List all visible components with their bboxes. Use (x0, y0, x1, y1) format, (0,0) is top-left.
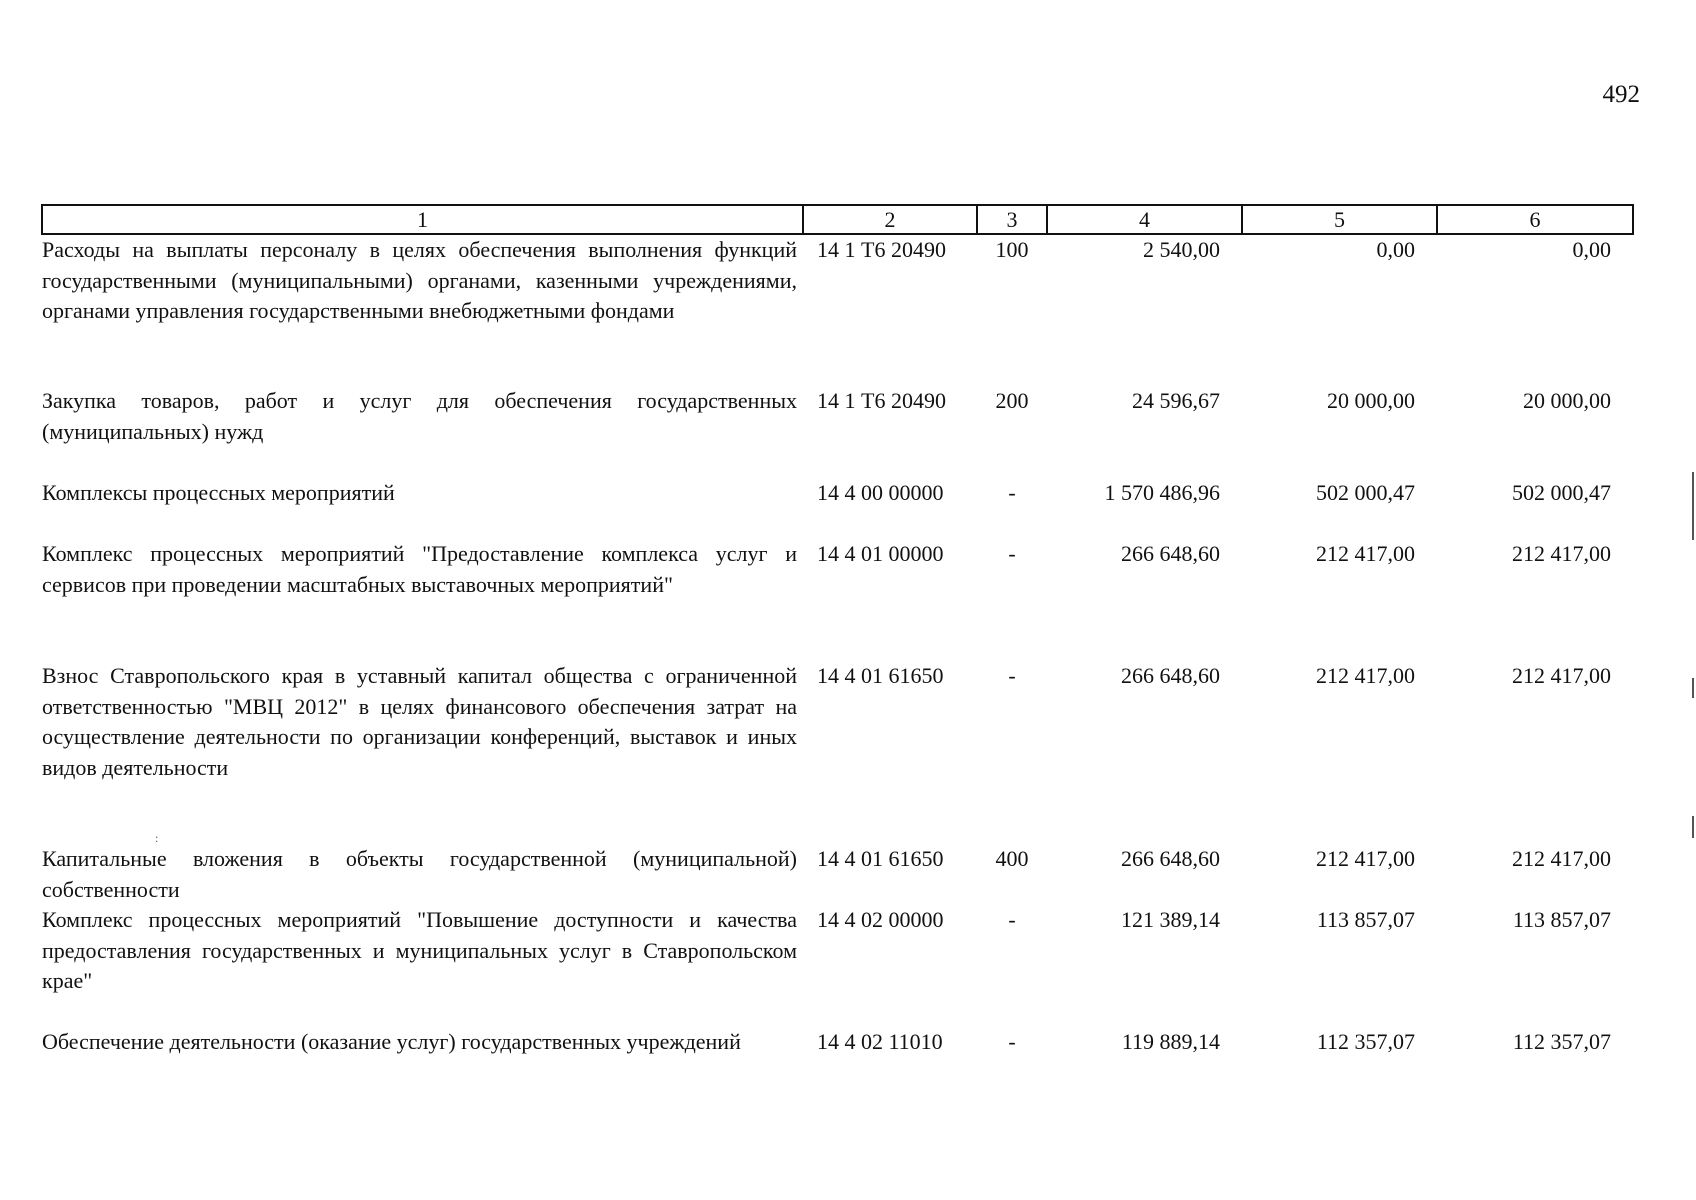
row-expense-type: - (1008, 663, 1016, 688)
scan-artifact (1692, 472, 1694, 540)
row-code: 14 1 Т6 20490 (817, 237, 946, 262)
column-header: 1 (42, 205, 803, 234)
row-value-6: 113 857,07 (1512, 907, 1611, 932)
row-expense-type: - (1008, 1029, 1016, 1054)
row-code: 14 4 00 00000 (817, 480, 944, 505)
row-value-4: 24 596,67 (1132, 388, 1220, 413)
row-expense-type: - (1008, 541, 1016, 566)
scan-artifact: : (155, 831, 159, 845)
table-row (42, 1027, 1633, 1088)
row-value-6: 112 357,07 (1512, 1029, 1611, 1054)
row-value-5: 0,00 (1376, 237, 1415, 262)
row-value-5: 212 417,00 (1316, 663, 1415, 688)
row-value-6: 212 417,00 (1512, 846, 1611, 871)
scan-artifact (1692, 816, 1694, 838)
column-header: 4 (1047, 205, 1242, 234)
row-name: Комплекс процессных мероприятий "Повышение доступности и качества предоставления государственных и муниципальных услуг в Ставропольском крае" (42, 907, 797, 993)
row-expense-type: 100 (995, 237, 1029, 262)
row-value-4: 1 570 486,96 (1104, 480, 1220, 505)
row-value-4: 266 648,60 (1121, 541, 1220, 566)
row-name: Закупка товаров, работ и услуг для обеспечения государственных (муниципальных) нужд (42, 388, 797, 444)
row-value-5: 20 000,00 (1327, 388, 1415, 413)
budget-table (41, 204, 1634, 1088)
column-header: 6 (1437, 205, 1633, 234)
row-value-4: 2 540,00 (1143, 237, 1220, 262)
row-expense-type: - (1008, 907, 1016, 932)
row-value-5: 212 417,00 (1316, 541, 1415, 566)
row-name: Расходы на выплаты персоналу в целях обеспечения выполнения функций государственными (муниципальными) органами, казенными учреждениями, органами управления государственными внебюджетными фондами (42, 237, 797, 323)
table-row (42, 844, 1633, 905)
row-value-4: 121 389,14 (1121, 907, 1220, 932)
table-row (42, 478, 1633, 539)
row-value-4: 266 648,60 (1121, 663, 1220, 688)
row-code: 14 4 02 00000 (817, 907, 944, 932)
column-header: 3 (977, 205, 1047, 234)
row-value-6: 212 417,00 (1512, 541, 1611, 566)
table-row (42, 539, 1633, 661)
row-name: Обеспечение деятельности (оказание услуг) государственных учреждений (42, 1029, 741, 1054)
row-expense-type: - (1008, 480, 1016, 505)
row-value-6: 0,00 (1572, 237, 1611, 262)
row-value-4: 266 648,60 (1121, 846, 1220, 871)
scan-artifact (1692, 678, 1694, 698)
row-code: 14 1 Т6 20490 (817, 388, 946, 413)
table-row (42, 234, 1633, 386)
row-value-5: 212 417,00 (1316, 846, 1415, 871)
table-row (42, 661, 1633, 844)
row-value-5: 502 000,47 (1316, 480, 1415, 505)
row-code: 14 4 02 11010 (817, 1029, 943, 1054)
row-code: 14 4 01 61650 (817, 846, 944, 871)
row-expense-type: 400 (995, 846, 1029, 871)
table-row (42, 905, 1633, 1027)
row-expense-type: 200 (995, 388, 1029, 413)
row-value-4: 119 889,14 (1121, 1029, 1220, 1054)
row-value-6: 212 417,00 (1512, 663, 1611, 688)
row-value-5: 113 857,07 (1316, 907, 1415, 932)
row-name: Капитальные вложения в объекты государственной (муниципальной) собственности (42, 846, 797, 902)
row-name: Взнос Ставропольского края в уставный капитал общества с ограниченной ответственностью "МВЦ 2012" в целях финансового обеспечения затрат на осуществление деятельности по организации конференций, выставок и иных видов деятельности (42, 663, 797, 780)
row-code: 14 4 01 61650 (817, 663, 944, 688)
row-value-5: 112 357,07 (1316, 1029, 1415, 1054)
row-name: Комплексы процессных мероприятий (42, 480, 395, 505)
table-header-row (42, 205, 1633, 234)
page-number: 492 (1602, 81, 1640, 108)
column-header: 5 (1242, 205, 1437, 234)
row-value-6: 502 000,47 (1512, 480, 1611, 505)
row-code: 14 4 01 00000 (817, 541, 944, 566)
column-header: 2 (803, 205, 977, 234)
table-row (42, 386, 1633, 478)
row-value-6: 20 000,00 (1523, 388, 1611, 413)
row-name: Комплекс процессных мероприятий "Предоставление комплекса услуг и сервисов при проведении масштабных выставочных мероприятий" (42, 541, 797, 597)
